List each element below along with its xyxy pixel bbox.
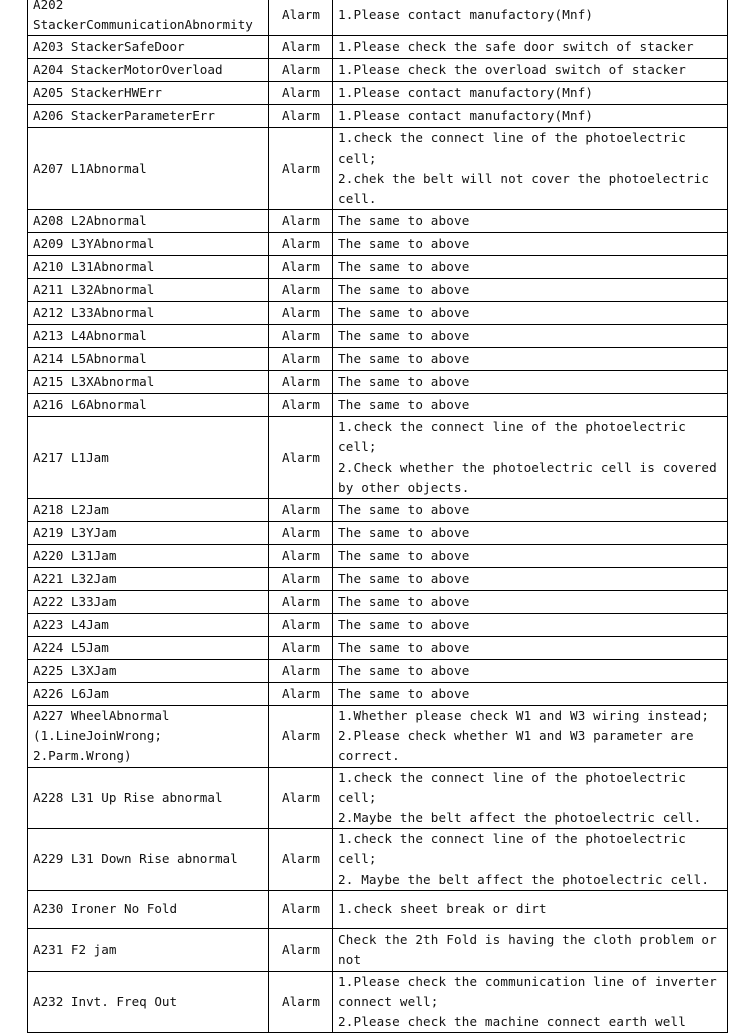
alarm-code-cell	[28, 522, 269, 545]
alarm-solution-line: by other objects.	[338, 479, 470, 495]
alarm-solution-line: 1.Please contact manufactory(Mnf)	[338, 108, 594, 124]
alarm-type-cell: Alarm	[269, 522, 333, 545]
alarm-type-cell: Alarm	[269, 614, 333, 637]
alarm-code-line: A204 StackerMotorOverload	[33, 62, 223, 78]
table-row	[28, 348, 728, 371]
alarm-solution-line: The same to above	[338, 662, 470, 678]
alarm-code-line: A230 Ironer No Fold	[33, 901, 178, 917]
table-row	[28, 637, 728, 660]
alarm-code-cell	[28, 928, 269, 971]
alarm-type-cell: Alarm	[269, 302, 333, 325]
alarm-type-cell: Alarm	[269, 499, 333, 522]
alarm-solution-line: 1.check the connect line of the photoelectric	[338, 130, 686, 146]
alarm-solution-line: connect well;	[338, 994, 439, 1010]
table-row	[28, 59, 728, 82]
alarm-solution-cell	[333, 545, 728, 568]
alarm-solution-cell	[333, 706, 728, 768]
alarm-solution-line: The same to above	[338, 259, 470, 275]
alarm-solution-cell	[333, 348, 728, 371]
alarm-solution-cell	[333, 325, 728, 348]
table-row	[28, 210, 728, 233]
alarm-solution-line: correct.	[338, 748, 400, 764]
alarm-code-line: A211 L32Abnormal	[33, 282, 155, 298]
alarm-type-cell: Alarm	[269, 829, 333, 891]
alarm-solution-line: 2.Maybe the belt affect the photoelectric cell.	[338, 810, 702, 826]
alarm-code-cell	[28, 394, 269, 417]
alarm-code-cell	[28, 568, 269, 591]
alarm-code-cell	[28, 82, 269, 105]
alarm-solution-cell	[333, 499, 728, 522]
table-row	[28, 417, 728, 499]
alarm-code-cell	[28, 59, 269, 82]
alarm-code-line: A214 L5Abnormal	[33, 351, 147, 367]
alarm-code-cell	[28, 325, 269, 348]
alarm-solution-line: 2.Check whether the photoelectric cell is covered	[338, 459, 717, 475]
alarm-code-line: A203 StackerSafeDoor	[33, 39, 185, 55]
table-row	[28, 829, 728, 891]
alarm-code-cell	[28, 371, 269, 394]
alarm-solution-line: The same to above	[338, 305, 470, 321]
alarm-code-line: A217 L1Jam	[33, 449, 109, 465]
alarm-code-cell	[28, 302, 269, 325]
alarm-type-cell: Alarm	[269, 371, 333, 394]
alarm-code-line: A213 L4Abnormal	[33, 328, 147, 344]
table-row	[28, 82, 728, 105]
alarm-solution-cell	[333, 394, 728, 417]
alarm-code-line: StackerCommunicationAbnormity	[33, 17, 253, 33]
alarm-type-cell: Alarm	[269, 279, 333, 302]
alarm-type-cell: Alarm	[269, 210, 333, 233]
alarm-solution-cell	[333, 890, 728, 928]
alarm-solution-cell	[333, 971, 728, 1033]
alarm-solution-line: 1.Please contact manufactory(Mnf)	[338, 7, 594, 23]
alarm-solution-cell	[333, 105, 728, 128]
alarm-solution-line: not	[338, 951, 362, 967]
alarm-code-cell	[28, 105, 269, 128]
alarm-type-cell: Alarm	[269, 0, 333, 36]
table-row	[28, 890, 728, 928]
alarm-solution-line: 1.check the connect line of the photoelectric	[338, 831, 686, 847]
alarm-code-line: A229 L31 Down Rise abnormal	[33, 851, 238, 867]
alarm-type-cell: Alarm	[269, 325, 333, 348]
alarm-code-line: (1.LineJoinWrong;	[33, 728, 162, 744]
alarm-code-cell	[28, 279, 269, 302]
alarm-solution-cell	[333, 233, 728, 256]
table-row	[28, 706, 728, 768]
alarm-document	[27, 0, 728, 1033]
alarm-code-cell	[28, 256, 269, 279]
alarm-solution-line: The same to above	[338, 501, 470, 517]
alarm-type-cell: Alarm	[269, 568, 333, 591]
alarm-code-line: A226 L6Jam	[33, 685, 109, 701]
alarm-solution-line: The same to above	[338, 639, 470, 655]
alarm-solution-cell	[333, 568, 728, 591]
alarm-code-line: A228 L31 Up Rise abnormal	[33, 789, 223, 805]
alarm-solution-cell	[333, 256, 728, 279]
alarm-solution-line: 1.Please check the communication line of inverter	[338, 973, 717, 989]
alarm-solution-cell	[333, 637, 728, 660]
table-row	[28, 928, 728, 971]
table-row	[28, 522, 728, 545]
alarm-type-cell: Alarm	[269, 660, 333, 683]
alarm-solution-cell	[333, 302, 728, 325]
alarm-solution-line: The same to above	[338, 236, 470, 252]
alarm-solution-cell	[333, 36, 728, 59]
alarm-solution-line: The same to above	[338, 374, 470, 390]
alarm-code-line: A216 L6Abnormal	[33, 397, 147, 413]
alarm-solution-cell	[333, 128, 728, 210]
alarm-code-line: A209 L3YAbnormal	[33, 236, 155, 252]
alarm-type-cell: Alarm	[269, 348, 333, 371]
alarm-code-cell	[28, 637, 269, 660]
alarm-solution-line: 1.Whether please check W1 and W3 wiring instead;	[338, 708, 710, 724]
alarm-solution-cell	[333, 279, 728, 302]
alarm-solution-line: 1.Please check the safe door switch of stacker	[338, 39, 694, 55]
alarm-code-line: A225 L3XJam	[33, 662, 117, 678]
alarm-type-cell: Alarm	[269, 128, 333, 210]
alarm-solution-line: 1.check the connect line of the photoelectric	[338, 769, 686, 785]
alarm-code-cell	[28, 545, 269, 568]
table-row	[28, 256, 728, 279]
table-row	[28, 233, 728, 256]
alarm-solution-line: The same to above	[338, 328, 470, 344]
table-row	[28, 591, 728, 614]
alarm-code-line: A222 L33Jam	[33, 593, 117, 609]
alarm-code-cell	[28, 591, 269, 614]
alarm-solution-line: The same to above	[338, 524, 470, 540]
alarm-code-cell	[28, 128, 269, 210]
alarm-code-line: A210 L31Abnormal	[33, 259, 155, 275]
alarm-solution-cell	[333, 829, 728, 891]
alarm-code-cell	[28, 767, 269, 829]
alarm-type-cell: Alarm	[269, 417, 333, 499]
alarm-code-line: A221 L32Jam	[33, 570, 117, 586]
alarm-solution-line: cell.	[338, 191, 377, 207]
alarm-code-line: A232 Invt. Freq Out	[33, 994, 178, 1010]
alarm-code-line: 2.Parm.Wrong)	[33, 748, 132, 764]
alarm-solution-line: 2.Please check the machine connect earth well	[338, 1014, 686, 1030]
alarm-code-line: A207 L1Abnormal	[33, 160, 147, 176]
alarm-solution-line: The same to above	[338, 213, 470, 229]
table-row	[28, 0, 728, 36]
table-row	[28, 302, 728, 325]
alarm-type-cell: Alarm	[269, 59, 333, 82]
alarm-code-cell	[28, 0, 269, 36]
alarm-solution-cell	[333, 614, 728, 637]
alarm-code-line: A208 L2Abnormal	[33, 213, 147, 229]
alarm-solution-line: 1.Please check the overload switch of stacker	[338, 62, 686, 78]
alarm-solution-cell	[333, 660, 728, 683]
alarm-solution-line: The same to above	[338, 397, 470, 413]
alarm-solution-line: cell;	[338, 439, 377, 455]
alarm-table	[27, 0, 728, 1033]
alarm-code-cell	[28, 829, 269, 891]
alarm-type-cell: Alarm	[269, 545, 333, 568]
alarm-code-cell	[28, 417, 269, 499]
alarm-code-cell	[28, 233, 269, 256]
alarm-type-cell: Alarm	[269, 637, 333, 660]
alarm-solution-line: 2.chek the belt will not cover the photoelectric	[338, 170, 710, 186]
alarm-code-cell	[28, 890, 269, 928]
alarm-type-cell: Alarm	[269, 256, 333, 279]
alarm-solution-cell	[333, 683, 728, 706]
alarm-code-cell	[28, 499, 269, 522]
table-row	[28, 767, 728, 829]
alarm-code-cell	[28, 348, 269, 371]
table-row	[28, 105, 728, 128]
alarm-type-cell: Alarm	[269, 36, 333, 59]
table-row	[28, 325, 728, 348]
alarm-solution-cell	[333, 928, 728, 971]
alarm-code-cell	[28, 971, 269, 1033]
alarm-code-line: A202	[33, 0, 64, 12]
alarm-solution-cell	[333, 591, 728, 614]
table-row	[28, 683, 728, 706]
alarm-solution-cell	[333, 0, 728, 36]
alarm-code-line: A227 WheelAbnormal	[33, 708, 170, 724]
alarm-type-cell: Alarm	[269, 683, 333, 706]
alarm-code-cell	[28, 36, 269, 59]
alarm-code-line: A220 L31Jam	[33, 547, 117, 563]
alarm-solution-cell	[333, 522, 728, 545]
table-row	[28, 545, 728, 568]
alarm-code-line: A231 F2 jam	[33, 941, 117, 957]
alarm-type-cell: Alarm	[269, 591, 333, 614]
alarm-solution-line: The same to above	[338, 616, 470, 632]
alarm-solution-line: The same to above	[338, 282, 470, 298]
alarm-solution-line: cell;	[338, 789, 377, 805]
alarm-solution-line: The same to above	[338, 685, 470, 701]
alarm-code-cell	[28, 706, 269, 768]
alarm-type-cell: Alarm	[269, 105, 333, 128]
alarm-solution-line: The same to above	[338, 351, 470, 367]
alarm-type-cell: Alarm	[269, 767, 333, 829]
alarm-solution-line: 1.check sheet break or dirt	[338, 901, 547, 917]
alarm-code-line: A215 L3XAbnormal	[33, 374, 155, 390]
table-row	[28, 128, 728, 210]
alarm-solution-line: Check the 2th Fold is having the cloth problem or	[338, 931, 717, 947]
alarm-code-line: A223 L4Jam	[33, 616, 109, 632]
alarm-type-cell: Alarm	[269, 971, 333, 1033]
table-row	[28, 371, 728, 394]
alarm-type-cell: Alarm	[269, 82, 333, 105]
alarm-code-line: A206 StackerParameterErr	[33, 108, 215, 124]
alarm-solution-cell	[333, 371, 728, 394]
alarm-type-cell: Alarm	[269, 890, 333, 928]
alarm-type-cell: Alarm	[269, 706, 333, 768]
table-row	[28, 499, 728, 522]
alarm-code-line: A212 L33Abnormal	[33, 305, 155, 321]
table-row	[28, 36, 728, 59]
alarm-solution-cell	[333, 82, 728, 105]
alarm-table-body	[28, 0, 728, 1033]
alarm-type-cell: Alarm	[269, 394, 333, 417]
alarm-solution-line: 1.Please contact manufactory(Mnf)	[338, 85, 594, 101]
table-row	[28, 568, 728, 591]
table-row	[28, 614, 728, 637]
alarm-type-cell: Alarm	[269, 928, 333, 971]
table-row	[28, 279, 728, 302]
alarm-solution-cell	[333, 417, 728, 499]
alarm-solution-line: 2.Please check whether W1 and W3 parameter are	[338, 728, 694, 744]
alarm-type-cell: Alarm	[269, 233, 333, 256]
alarm-solution-line: The same to above	[338, 593, 470, 609]
alarm-code-line: A218 L2Jam	[33, 501, 109, 517]
alarm-solution-line: cell;	[338, 150, 377, 166]
alarm-code-cell	[28, 660, 269, 683]
table-row	[28, 971, 728, 1033]
alarm-solution-line: 1.check the connect line of the photoelectric	[338, 419, 686, 435]
alarm-code-line: A219 L3YJam	[33, 524, 117, 540]
alarm-code-cell	[28, 683, 269, 706]
alarm-solution-cell	[333, 59, 728, 82]
alarm-code-line: A224 L5Jam	[33, 639, 109, 655]
alarm-solution-line: 2. Maybe the belt affect the photoelectric cell.	[338, 871, 710, 887]
alarm-code-cell	[28, 614, 269, 637]
alarm-solution-line: The same to above	[338, 547, 470, 563]
table-row	[28, 394, 728, 417]
alarm-solution-line: The same to above	[338, 570, 470, 586]
alarm-solution-cell	[333, 210, 728, 233]
table-row	[28, 660, 728, 683]
alarm-code-cell	[28, 210, 269, 233]
alarm-code-line: A205 StackerHWErr	[33, 85, 162, 101]
alarm-solution-line: cell;	[338, 851, 377, 867]
alarm-solution-cell	[333, 767, 728, 829]
